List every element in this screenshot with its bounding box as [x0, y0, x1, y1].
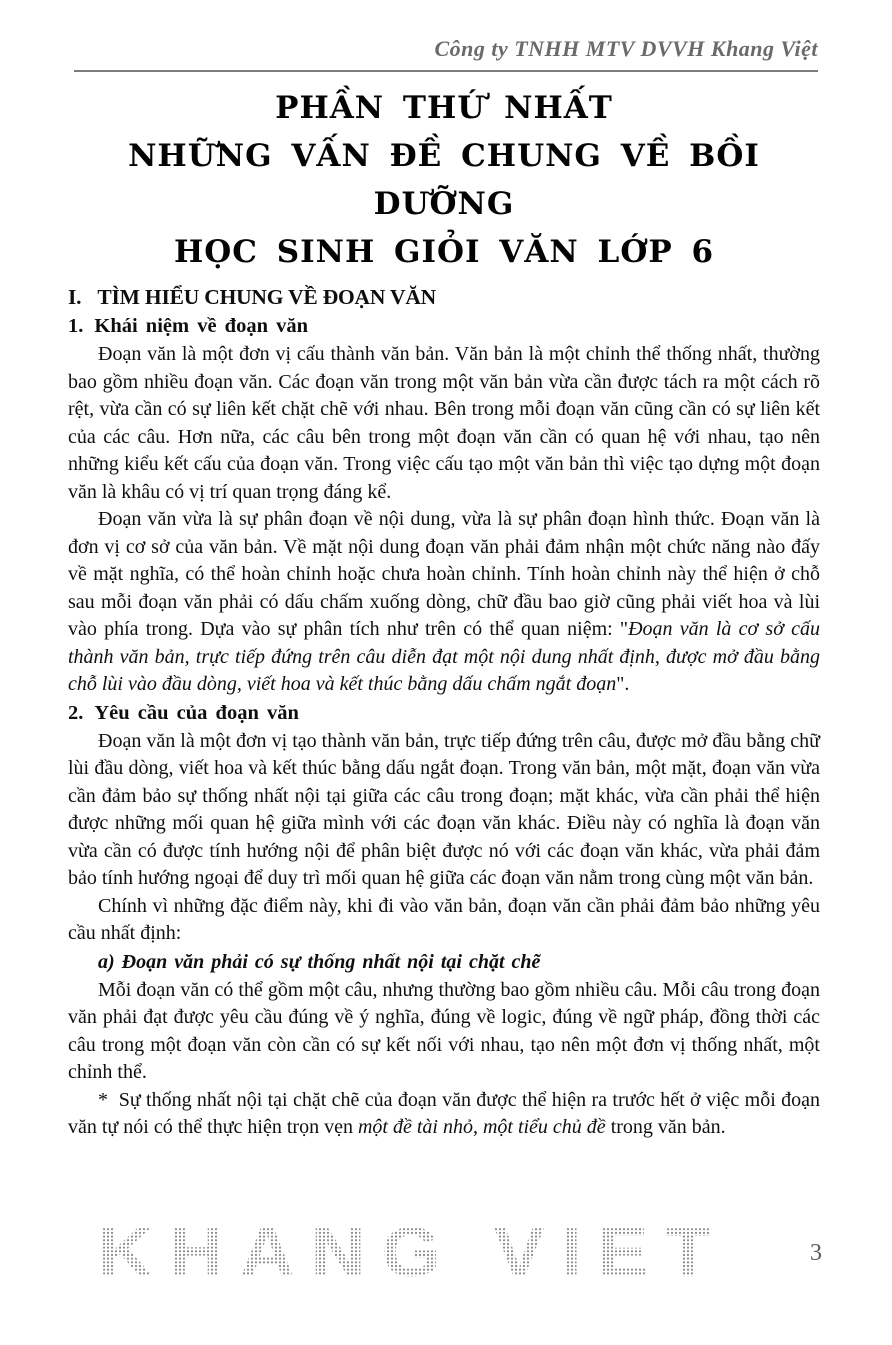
header-rule: [74, 70, 818, 72]
publisher-watermark: KHANG VIET: [98, 1213, 727, 1292]
part-title-line-1: PHẦN THỨ NHẤT: [275, 90, 613, 126]
section-heading-1: [68, 283, 820, 312]
subsection-title: Khái niệm về đoạn văn: [94, 315, 308, 337]
subsection-number: 1.: [68, 315, 84, 337]
paragraph-6: * Sự thống nhất nội tại chặt chẽ của đoạn văn được thể hiện ra trước hết ở việc mỗi đoạn văn tự nói có thể thực hiện trọn vẹn một đề tài nhỏ, một tiểu chủ đề trong văn bản.: [68, 1088, 820, 1138]
list-item-a-heading: a) Đoạn văn phải có sự thống nhất nội tại chặt chẽ: [98, 950, 541, 973]
paragraph-1: Đoạn văn là một đơn vị cấu thành văn bản. Văn bản là một chỉnh thể thống nhất, thường bao gồm nhiều đoạn văn. Các đoạn văn trong một văn bản vừa cần được tách ra một cách rõ rệt, vừa cần có sự liên kết chặt chẽ với nhau. Bên trong mỗi đoạn văn cũng cần có sự liên kết của các câu. Hơn nữa, các câu bên trong một đoạn văn cần có quan hệ với nhau, tạo nên những kiểu kết cấu của đoạn văn. Trong việc cấu tạo một văn bản thì việc tạo dựng một đoạn văn là khâu có vị trí quan trọng đáng kể.: [68, 343, 820, 503]
part-title-line-3: HỌC SINH GIỎI VĂN LỚP 6: [173, 234, 715, 270]
paragraph-5: Mỗi đoạn văn có thể gồm một câu, nhưng thường bao gồm nhiều câu. Mỗi câu trong đoạn văn phải đạt được yêu cầu đúng về ý nghĩa, đúng về logic, đúng về ngữ pháp, đồng thời các câu trong một đoạn văn còn cần có sự kết nối với nhau, tạo nên một đơn vị thống nhất, một chỉnh thể.: [68, 978, 820, 1083]
section-title: TÌM HIỂU CHUNG VỀ ĐOẠN VĂN: [97, 285, 436, 309]
paragraph-3: Đoạn văn là một đơn vị tạo thành văn bản, trực tiếp đứng trên câu, được mở đầu bằng chữ lùi đầu dòng, viết hoa và kết thúc bằng dấu ngắt đoạn. Trong văn bản, một mặt, đoạn văn vừa cần đảm bảo sự thống nhất nội tại giữa các câu trong đoạn; mặt khác, vừa cần phải thể hiện được những mối quan hệ giữa mình với các đoạn văn khác. Điều này có nghĩa là đoạn văn vừa cần có được tính hướng nội để phân biệt được nó với các đoạn văn khác, vừa phải đảm bảo tính hướng ngoại để duy trì mối quan hệ giữa các đoạn văn nằm trong cùng một văn bản.: [68, 729, 820, 889]
part-title-line-2: NHỮNG VẤN ĐỀ CHUNG VỀ BỒI DƯỠNG: [128, 138, 760, 222]
part-title: [68, 84, 820, 276]
subsection-heading-1: [68, 312, 820, 341]
subsection-heading-2: [68, 699, 820, 728]
paragraph-4: Chính vì những đặc điểm này, khi đi vào văn bản, đoạn văn cần phải đảm bảo những yêu cầu nhất định:: [68, 894, 820, 944]
subsection-number: 2.: [68, 701, 84, 724]
page-content: [68, 84, 820, 1142]
subsection-title: Yêu cầu của đoạn văn: [94, 701, 299, 724]
page-number: 3: [810, 1240, 822, 1266]
section-number: I.: [68, 285, 82, 309]
paragraph-2: Đoạn văn vừa là sự phân đoạn về nội dung, vừa là sự phân đoạn hình thức. Đoạn văn là đơn vị cơ sở của văn bản. Về mặt nội dung đoạn văn phải đảm nhận một chức năng nào đấy về mặt nghĩa, có thể hoàn chỉnh hoặc chưa hoàn chỉnh. Tính hoàn chỉnh này thể hiện ở chỗ sau mỗi đoạn văn phải có dấu chấm xuống dòng, chữ đầu bao giờ cũng phải viết hoa và lùi vào phía trong. Dựa vào sự phân tích như trên có thể quan niệm: "Đoạn văn là cơ sở cấu thành văn bản, trực tiếp đứng trên câu diễn đạt một nội dung nhất định, được mở đầu bằng chỗ lùi vào đầu dòng, viết hoa và kết thúc bằng dấu chấm ngắt đoạn".: [68, 508, 820, 695]
running-header: Công ty TNHH MTV DVVH Khang Việt: [434, 36, 818, 61]
